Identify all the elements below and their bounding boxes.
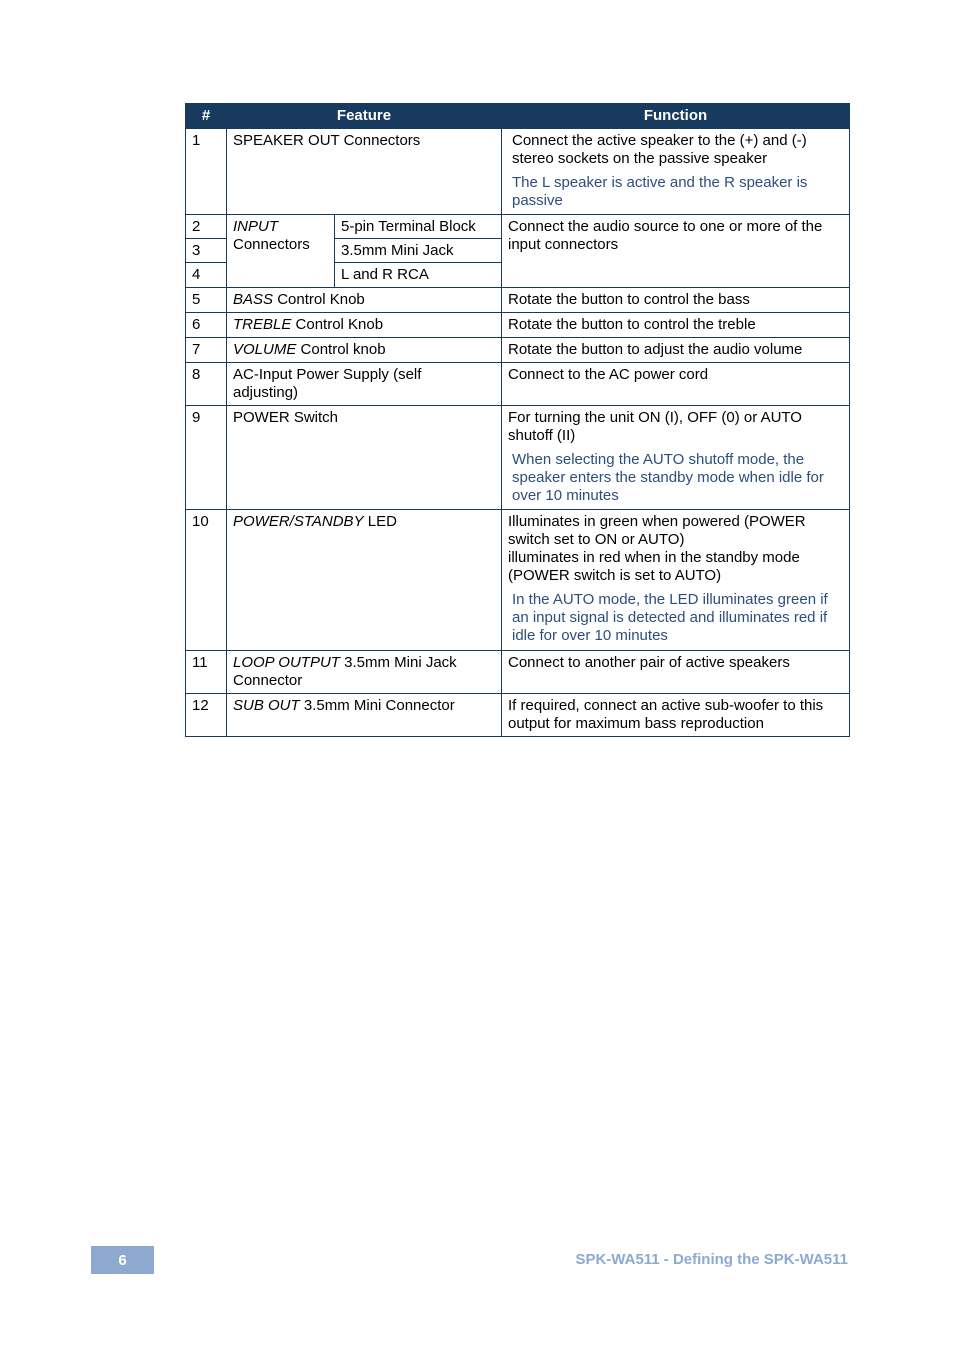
table-row bbox=[186, 288, 850, 313]
function-cell: Connect to the AC power cord bbox=[502, 363, 850, 406]
header-num: # bbox=[186, 104, 227, 129]
feature-italic: VOLUME bbox=[233, 341, 297, 358]
table-row bbox=[186, 215, 850, 239]
table-row bbox=[186, 510, 850, 651]
function-note: The L speaker is active and the R speaker is passive bbox=[512, 174, 808, 209]
function-note: When selecting the AUTO shutoff mode, the speaker enters the standby mode when idle for over 10 minutes bbox=[512, 451, 824, 504]
function-cell: Rotate the button to adjust the audio volume bbox=[502, 338, 850, 363]
row-number: 5 bbox=[186, 288, 227, 313]
row-number: 6 bbox=[186, 313, 227, 338]
row-number: 7 bbox=[186, 338, 227, 363]
sub-feature-cell: L and R RCA bbox=[335, 263, 502, 288]
page-number: 6 bbox=[91, 1246, 154, 1274]
feature-function-table bbox=[185, 103, 850, 737]
header-function: Function bbox=[502, 104, 850, 129]
row-number: 1 bbox=[186, 129, 227, 215]
feature-italic: POWER/STANDBY bbox=[233, 513, 364, 530]
function-cell bbox=[502, 510, 850, 651]
feature-cell bbox=[227, 338, 502, 363]
function-cell: Connect to another pair of active speakers bbox=[502, 651, 850, 694]
sub-feature-cell: 5-pin Terminal Block bbox=[335, 215, 502, 239]
feature-plain: Control Knob bbox=[291, 316, 384, 333]
row-number: 12 bbox=[186, 694, 227, 737]
function-cell: Rotate the button to control the bass bbox=[502, 288, 850, 313]
feature-plain: 3.5mm Mini Connector bbox=[299, 697, 455, 714]
feature-cell bbox=[227, 651, 502, 694]
function-text: Connect the active speaker to the (+) and (-) stereo sockets on the passive speaker bbox=[512, 132, 807, 167]
feature-plain: Control knob bbox=[296, 341, 386, 358]
feature-plain: LED bbox=[363, 513, 397, 530]
table-header-row bbox=[186, 104, 850, 129]
row-number: 2 bbox=[186, 215, 227, 239]
row-number: 9 bbox=[186, 406, 227, 510]
function-text: Illuminates in green when powered (POWER switch set to ON or AUTO) bbox=[508, 513, 806, 548]
function-cell: Connect the audio source to one or more of the input connectors bbox=[502, 215, 850, 288]
input-connectors-cell bbox=[227, 215, 335, 288]
function-cell: If required, connect an active sub-woofer to this output for maximum bass reproduction bbox=[502, 694, 850, 737]
function-cell bbox=[502, 129, 850, 215]
feature-plain: 3.5mm Mini Jack Connector bbox=[233, 654, 457, 689]
feature-cell: AC-Input Power Supply (self adjusting) bbox=[227, 363, 502, 406]
feature-italic: SUB OUT bbox=[233, 697, 300, 714]
table-row bbox=[186, 363, 850, 406]
footer-title: SPK-WA511 - Defining the SPK-WA511 bbox=[575, 1251, 848, 1268]
feature-cell: SPEAKER OUT Connectors bbox=[227, 129, 502, 215]
table-row bbox=[186, 406, 850, 510]
feature-cell bbox=[227, 288, 502, 313]
table-row bbox=[186, 129, 850, 215]
row-number: 11 bbox=[186, 651, 227, 694]
feature-cell bbox=[227, 313, 502, 338]
feature-italic: LOOP OUTPUT bbox=[233, 654, 340, 671]
feature-italic: TREBLE bbox=[233, 316, 292, 333]
table-row bbox=[186, 338, 850, 363]
sub-feature-cell: 3.5mm Mini Jack bbox=[335, 239, 502, 263]
feature-italic: INPUT bbox=[233, 218, 278, 235]
table-row bbox=[186, 313, 850, 338]
row-number: 3 bbox=[186, 239, 227, 263]
table-row bbox=[186, 651, 850, 694]
row-number: 8 bbox=[186, 363, 227, 406]
feature-cell bbox=[227, 694, 502, 737]
header-feature: Feature bbox=[227, 104, 502, 129]
function-text: For turning the unit ON (I), OFF (0) or AUTO shutoff (II) bbox=[508, 409, 802, 444]
function-cell bbox=[502, 406, 850, 510]
feature-italic: BASS bbox=[233, 291, 274, 308]
feature-cell bbox=[227, 510, 502, 651]
feature-plain: Connectors bbox=[233, 236, 310, 253]
feature-cell: POWER Switch bbox=[227, 406, 502, 510]
row-number: 4 bbox=[186, 263, 227, 288]
row-number: 10 bbox=[186, 510, 227, 651]
table-row bbox=[186, 694, 850, 737]
function-cell: Rotate the button to control the treble bbox=[502, 313, 850, 338]
feature-plain: Control Knob bbox=[273, 291, 365, 308]
function-note: In the AUTO mode, the LED illuminates green if an input signal is detected and illuminates red if idle for over 10 minutes bbox=[512, 591, 828, 644]
function-text: illuminates in red when in the standby mode (POWER switch is set to AUTO) bbox=[508, 549, 800, 584]
